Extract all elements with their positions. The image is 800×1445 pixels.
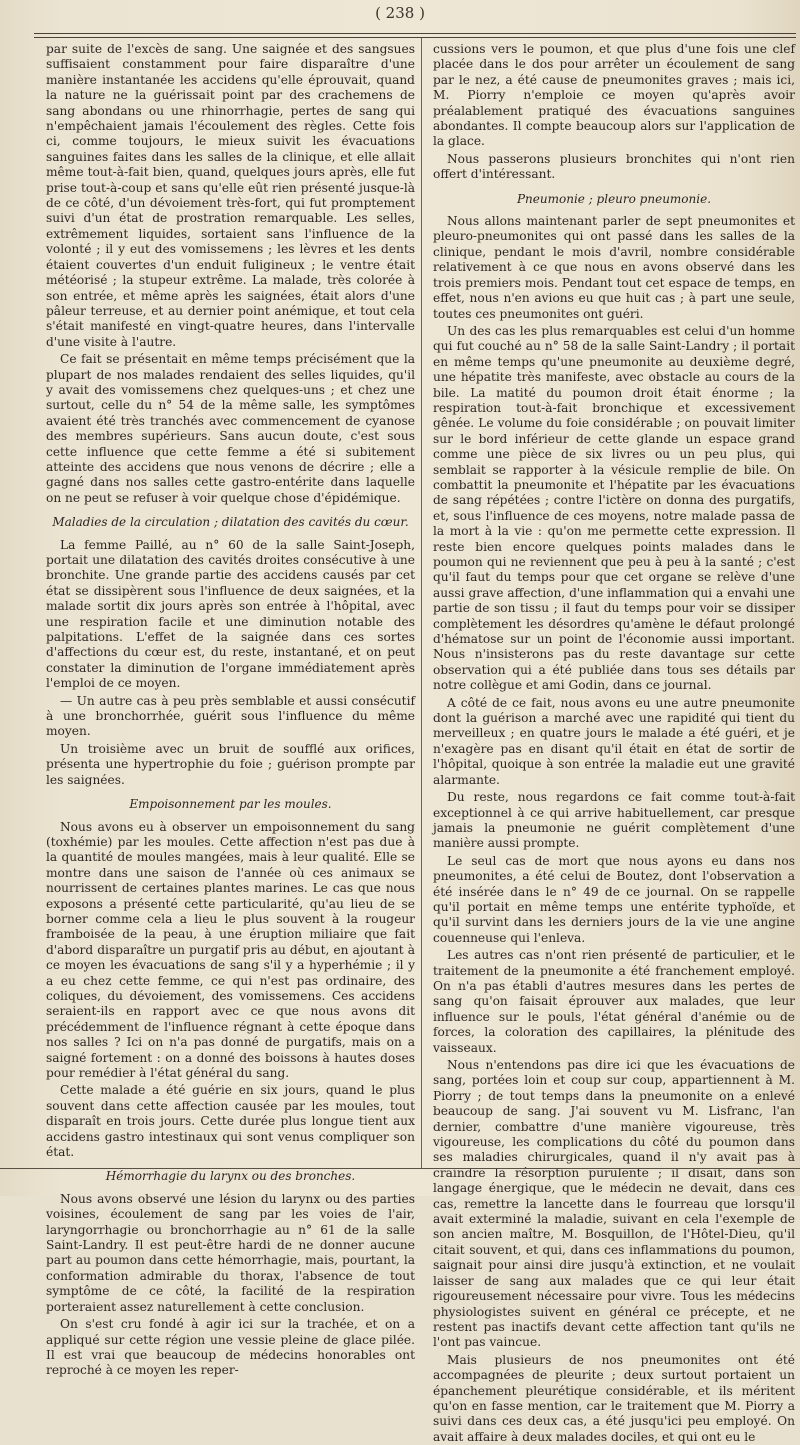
paragraph: Un des cas les plus remarquables est celui d'un homme qui fut couché au n° 58 de la salle Saint-Landry ; il portait en même temps qu'une pneumonite au deuxième degré, une hépatite très manifeste, avec obstacle au cours de la bile. La matité du poumon droit était énorme ; la respiration tout-à-fait bronchique et excessivement gênée. Le volume du foie considérable ; on pouvait limiter sur le bord inférieur de cette glande un espace grand comme une pièce de six livres ou un peu plus, qui semblait se rapporter à la vésicule remplie de bile. On combattit la pneumonite et l'hépatite par les évacuations de sang répétées ; contre l'ictère on donna des purgatifs, et, sous l'influence de ces moyens, notre malade passa de la mort à la vie : qu'on me permette cette expression. Il reste bien encore quelques points malades dans le poumon qui ne reviennent que peu à peu à la santé ; c'est qu'il faut du temps pour que cet organe se relève d'une aussi grave affection, d'une inflammation qui a envahi une partie de son tissu ; il faut du temps pour voir se dissiper complètement les désordres qu'amène le défaut prolongé d'hématose sur un point de l'économie aussi important. Nous n'insisterons pas du reste davantage sur cette observation qui a été publiée dans tous ses détails par notre collègue et ami Godin, dans ce journal. [433, 323, 795, 693]
bottom-rule [0, 1168, 800, 1169]
top-rule [34, 33, 796, 38]
paragraph: Nous passerons plusieurs bronchites qui n'ont rien offert d'intéressant. [433, 151, 795, 182]
section-heading: Maladies de la circulation ; dilatation des cavités du cœur. [52, 515, 409, 530]
section-heading: Empoisonnement par les moules. [129, 797, 332, 812]
paragraph: Cette malade a été guérie en six jours, quand le plus souvent dans cette affection causée par les moules, tout disparaît en trois jours. Cette durée plus longue tient aux accidens gastro intestinaux qui sont venus compliquer son état. [46, 1083, 415, 1160]
paragraph: Les autres cas n'ont rien présenté de particulier, et le traitement de la pneumonite a été franchement employé. On n'a pas établi d'autres mesures dans les pertes de sang qu'on faisait éprouver aux malades, que leur influence sur le pouls, l'état général d'anémie ou de forces, la coloration des capillaires, la plénitude des vaisseaux. [433, 948, 795, 1055]
paragraph: Nous avons observé une lésion du larynx ou des parties voisines, écoulement de sang par les voies de l'air, laryngorrhagie ou bronchorrhagie au n° 61 de la salle Saint-Landry. Il est peut-être hardi de ne donner aucune part au poumon dans cette hémorrhagie, mais, pourtant, la conformation admirable du thorax, l'absence de tout symptôme de ce côté, la facilité de la respiration porteraient assez naturellement à cette conclusion. [46, 1191, 415, 1314]
paragraph: Nous n'entendons pas dire ici que les évacuations de sang, portées loin et coup sur coup, appartiennent à M. Piorry ; de tout temps dans la pneumonite on a enlevé beaucoup de sang. J'ai souvent vu M. Lisfranc, l'an dernier, combattre d'une manière vigoureuse, très vigoureuse, les complications du côté du poumon dans ses maladies chirurgicales, quand il n'y avait pas à craindre la résorption purulente ; il disait, dans son langage énergique, que le médecin ne devait, dans ces cas, remettre la lancette dans le fourreau que lorsqu'il avait exterminé la maladie, suivant en cela l'exemple de son ancien maître, M. Bosquillon, de l'Hôtel-Dieu, qu'il citait souvent, et qui, dans ces inflammations du poumon, saignait pour ainsi dire jusqu'à extinction, et ne voulait laisser de sang aux malades que ce qui leur était rigoureusement nécessaire pour vivre. Tous les médecins physiologistes suivent en général ce précepte, et ne restent pas inactifs devant cette affection tant qu'ils ne l'ont pas vaincue. [433, 1058, 795, 1350]
paragraph: La femme Paillé, au n° 60 de la salle Saint-Joseph, portait une dilatation des cavités droites consécutive à une bronchite. Une grande partie des accidens causés par cet état se dissipèrent sous l'influence de deux saignées, et la malade sortit dix jours après son entrée à l'hôpital, avec une respiration facile et une diminution notable des palpitations. L'effet de la saignée dans ces sortes d'affections du cœur est, du reste, instantané, et on peut constater la diminution de l'organe immédiatement après l'emploi de ce moyen. [46, 537, 415, 691]
paragraph: par suite de l'excès de sang. Une saignée et des sangsues suffisaient constamment pour faire disparaître d'une manière instantanée les accidens qu'elle éprouvait, quand la nature ne la guérissait point par des crachemens de sang abondans ou une rhinorrhagie, pertes de sang qui n'empêchaient jamais l'écoulement des règles. Cette fois ci, comme toujours, le mieux suivit les évacuations sanguines faites dans les salles de la clinique, et elle allait même tout-à-fait bien, quand, quelques jours après, elle fut prise tout-à-coup et sans qu'elle eût rien présenté jusque-là de ce côté, d'un dévoiement très-fort, qui fut promptement suivi d'un état de prostration remarquable. Les selles, extrêmement liquides, sortaient sans l'influence de la volonté ; il y eut des vomissemens ; les lèvres et les dents étaient couvertes d'un enduit fuligineux ; le ventre était météorisé ; la stupeur extrême. La malade, très colorée à son entrée, et même après les saignées, était alors d'une pâleur terreuse, et au dernier point anémique, et tout cela s'était manifesté en vingt-quatre heures, dans l'intervalle d'une visite à l'autre. [46, 42, 415, 349]
paragraph: Mais plusieurs de nos pneumonites ont été accompagnées de pleurite ; deux surtout portaient un épanchement pleurétique considérable, et ils méritent qu'on en fasse mention, car le traitement que M. Piorry a suivi dans ces deux cas, a été jusqu'ici peu employé. On avait affaire à deux malades dociles, et qui ont eu le [433, 1352, 795, 1444]
paragraph: cussions vers le poumon, et que plus d'une fois une clef placée dans le dos pour arrêter un écoulement de sang par le nez, a été cause de pneumonites graves ; mais ici, M. Piorry n'emploie ce moyen qu'après avoir préalablement pratiqué des évacuations sanguines abondantes. Il compte beaucoup alors sur l'application de la glace. [433, 42, 795, 149]
paragraph: A côté de ce fait, nous avons eu une autre pneumonite dont la guérison a marché avec une rapidité qui tient du merveilleux ; en quatre jours le malade a été guéri, et je n'exagère pas en disant qu'il était en état de sortir de l'hôpital, quoique à son entrée la maladie eut une gravité alarmante. [433, 695, 795, 787]
page-number: ( 238 ) [375, 4, 425, 22]
left-column [46, 42, 415, 1378]
section-heading: Pneumonie ; pleuro pneumonie. [516, 191, 712, 206]
paragraph: On s'est cru fondé à agir ici sur la trachée, et on a appliqué sur cette région une vessie pleine de glace pilée. Il est vrai que beaucoup de médecins honorables ont reproché à ce moyen les reper- [46, 1317, 415, 1378]
paragraph: Le seul cas de mort que nous ayons eu dans nos pneumonites, a été celui de Boutez, dont l'observation a été insérée dans le n° 49 de ce journal. On se rappelle qu'il portait en même temps une entérite typhoïde, et qu'il survint dans les derniers jours de la vie une angine couenneuse qui l'enleva. [433, 853, 795, 945]
paragraph: — Un autre cas à peu près semblable et aussi consécutif à une bronchorrhée, guérit sous l'influence du même moyen. [46, 693, 415, 739]
paragraph: Nous avons eu à observer un empoisonnement du sang (toxhémie) par les moules. Cette affection n'est pas due à la quantité de moules mangées, mais à leur qualité. Elle se montre dans une saison de l'année où ces animaux se nourrissent de certaines plantes marines. Le cas que nous exposons a présenté cette particularité, qu'au lieu de se borner comme cela a lieu le plus souvent à la rougeur framboisée de la peau, à une éruption miliaire que fait d'abord disparaître un purgatif pris au début, en ajoutant à ce moyen les évacuations de sang s'il y a hyperhémie ; il y a eu chez cette femme, ce qui n'est pas ordinaire, des coliques, du dévoiement, des vomissemens. Ces accidens seraient-ils en rapport avec ce que nous avons dit précédemment de l'influence régnant à cette époque dans nos salles ? Ici on n'a pas donné de purgatifs, mais on a saigné fortement : on a donné des boissons à hautes doses pour remédier à l'état général du sang. [46, 819, 415, 1080]
paragraph: Ce fait se présentait en même temps précisément que la plupart de nos malades rendaient des selles liquides, qu'il y avait des vomissemens chez quelques-uns ; et chez une surtout, celle du n° 54 de la même salle, les symptômes avaient été très tranchés avec commencement de cyanose des membres supérieurs. Sans aucun doute, c'est sous cette influence que cette femme a été si subitement atteinte des accidens que nous venons de décrire ; elle a gagné dans nos salles cette gastro-entérite dans laquelle on ne peut se refuser à voir quelque chose d'épidémique. [46, 352, 415, 505]
paragraph: Du reste, nous regardons ce fait comme tout-à-fait exceptionnel à ce qui arrive habituellement, car presque jamais la pneumonie ne guérit complètement d'une manière aussi prompte. [433, 790, 795, 851]
paragraph: Un troisième avec un bruit de soufflé aux orifices, présenta une hypertrophie du foie ; guérison prompte par les saignées. [46, 741, 415, 787]
right-column [433, 42, 795, 1444]
column-divider [421, 38, 422, 1168]
paragraph: Nous allons maintenant parler de sept pneumonites et pleuro-pneumonites qui ont passé dans les salles de la clinique, pendant le mois d'avril, nombre considérable relativement à ce que nous en avons observé dans les trois premiers mois. Pendant tout cet espace de temps, en effet, nous n'en avions eu que huit cas ; à part une seule, toutes ces pneumonites ont guéri. [433, 214, 795, 321]
section-heading: Hémorrhagie du larynx ou des bronches. [105, 1169, 356, 1184]
